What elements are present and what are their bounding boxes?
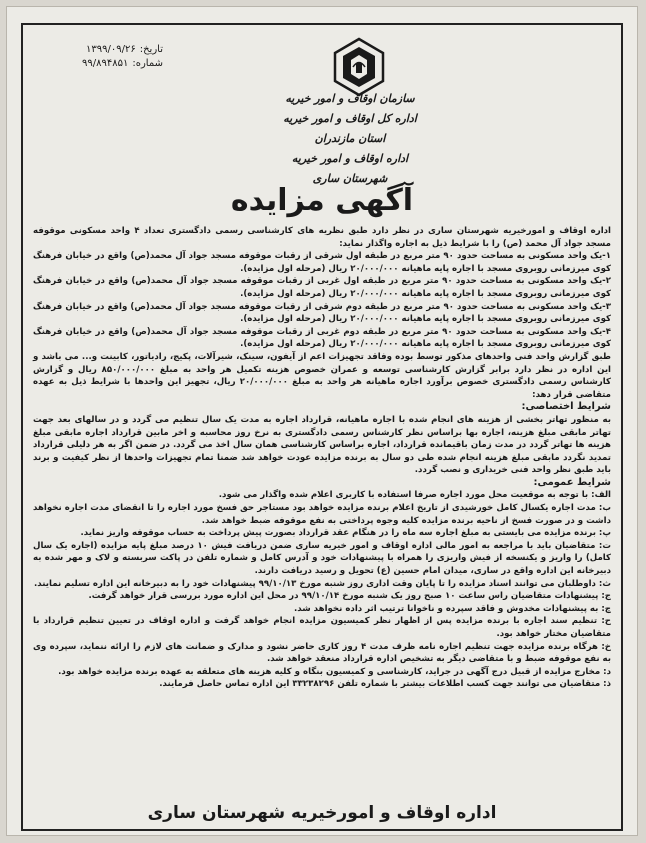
unit-item: ۲-یک واحد مسکونی به مساحت حدود ۹۰ متر مربع در طبقه اول غربی از رقبات موقوفه مسجد جواد آل محمد(ص) واقع در خیابان فرهنگ کوی میرزمانی روبروی مسجد با اجاره پایه ماهیانه ۲۰/۰۰۰/۰۰۰ ریال (مرحله اول مزایده). bbox=[33, 276, 611, 299]
number-row bbox=[33, 57, 163, 71]
general-conditions-heading: شرایط عمومی: bbox=[533, 476, 611, 488]
general-condition: د: مخارج مزایده از قبیل درج آگهی در جراید، کارشناسی و کمیسیون بنگاه و کلیه هزینه های متعلقه به عهده برنده مزایده خواهد بود. bbox=[58, 666, 611, 677]
intro-paragraph: اداره اوقاف و امورخیریه شهرستان ساری در نظر دارد طبق نظریه های کارشناسی رسمی دادگستری تعداد ۴ واحد مسکونی موقوفه مسجد جواد آل محمد (ص) را با شرایط ذیل به اجاره واگذار نماید: bbox=[33, 226, 611, 249]
notice-title: آگهی مزایده bbox=[230, 183, 414, 218]
general-condition: خ: هرگاه برنده مزایده جهت تنظیم اجاره نامه ظرف مدت ۴ روز کاری حاضر نشود و مدارک و ضمانت های لازم را ارائه ننماید، سپرده وی به نفع موقوفه ضبط و با متقاضی دیگر به تشخیص اداره قرارداد منعقد خواهد شد. bbox=[33, 641, 611, 665]
general-condition: ث: داوطلبان می توانند اسناد مزایده را تا پایان وقت اداری روز شنبه مورخ ۹۹/۱۰/۱۳ پیشنهادات خود را به دبیرخانه این اداره تسلیم نمایند. bbox=[34, 578, 611, 589]
general-condition: ح: تنظیم سند اجاره با برنده مزایده پس از اظهار نظر کمیسیون مزایده انجام خواهد گرفت و اداره اوقاف در تعیین تنظیم قرارداد با متقاضیان مختار خواهد بود. bbox=[33, 616, 611, 639]
general-condition: ت: متقاضیان باید با مراجعه به امور مالی اداره اوقاف و امور خیریه ساری ضمن دریافت فیش ۱۰ درصد مبلغ پایه مزایده (اجاره یک سال کامل) را واریز و یکنسخه از فیش واریزی را همراه با پیشنهادات خود و آدرس کامل و شماره تلفن در پاکت سربسته و لاک و مهر شده به دبیرخانه این اداره واقع در ساری، میدان امام حسین (ع) تحویل و رسید دریافت دارند. bbox=[33, 540, 611, 577]
special-conditions-heading: شرایط اختصاصی: bbox=[521, 401, 611, 413]
general-condition: چ: به پیشنهادات مخدوش و فاقد سپرده و ناخوانا ترتیب اثر داده نخواهد شد. bbox=[294, 603, 611, 614]
org-line-1: سازمان اوقاف و امور خیریه bbox=[285, 92, 415, 105]
general-condition: ج: پیشنهادات متقاضیان راس ساعت ۱۰ صبح روز یک شنبه مورخ ۹۹/۱۰/۱۴ در محل این اداره مورد بررسی قرار خواهد گرفت. bbox=[88, 591, 611, 602]
notice-frame bbox=[21, 23, 623, 831]
awqaf-logo-icon bbox=[329, 37, 389, 97]
unit-item: ۳-یک واحد مسکونی به مساحت حدود ۹۰ متر مربع در طبقه دوم شرقی از رقبات موقوفه مسجد جواد آل محمد(ص) واقع در خیابان فرهنگ کوی میرزمانی روبروی مسجد با اجاره پایه ماهیانه ۲۰/۰۰۰/۰۰۰ ریال (مرحله اول مزایده). bbox=[33, 301, 611, 325]
newspaper-clipping bbox=[6, 6, 638, 836]
date-label: تاریخ: bbox=[139, 44, 163, 55]
footer-signature: اداره اوقاف و امورخیریه شهرستان ساری bbox=[147, 803, 497, 823]
date-value: ۱۳۹۹/۰۹/۲۶ bbox=[86, 44, 136, 55]
contact-info: ذ: متقاضیان می توانند جهت کسب اطلاعات بیشتر با شماره تلفن ۳۳۲۳۸۲۹۶ این اداره تماس حاصل فرمایند. bbox=[159, 679, 611, 690]
notice-body bbox=[33, 225, 611, 691]
technical-report: طبق گزارش واحد فنی واحدهای مذکور توسط بوده وفاقد تجهیزات اعم از آیفون، سینک، شیرآلات، پکیج، رادیاتور، کابینت و... می باشد و این اداره در نظر دارد برابر گزارش کارشناسی توسعه و عمران خصوص هزینه تکمیل هر واحد به مبلغ ۸۵۰/۰۰۰/۰۰۰ ریال و گزارش کارشناس رسمی دادگستری خصوص برآورد اجاره ماهیانه هر واحد به مبلغ ۲۰/۰۰۰/۰۰۰ ریال، تجهیز این واحدها با شرایط ذیل به عهده متقاضی قرار دهد: bbox=[33, 351, 611, 400]
general-condition: ب: مدت اجاره یکسال کامل خورشیدی از تاریخ اعلام برنده مزایده خواهد بود مستاجر حق فسخ مورد اجاره را تا انقضای مدت اجاره نخواهد داشت و در صورت فسخ از ناحیه برنده مزایده کلیه وجوه پرداختی به نفع موقوفه ضبط خواهد شد. bbox=[33, 503, 611, 526]
number-value: ۹۹/۸۹۴۸۵۱ bbox=[82, 58, 129, 69]
special-conditions-text: به منظور تهاتر بخشی از هزینه های انجام شده با اجاره ماهیانه، قرارداد اجاره به مدت یک سال تنظیم می گردد و در سالهای بعد جهت تهاتر مابقی مبلغ هزینه، اجاره بها براساس نظر کارشناس رسمی دادگستری به نرخ روز محاسبه و اخر مابین قرارداد اجاره مابقی مبلغ هزینه ها تهاتر گردد در مدت زمان باقیمانده قرارداد، اجاره براساس کارشناسی همان سال اخذ می گردد. در ضمن اگر به هر دلیلی قرارداد تمدید نگردد مابقی مبلغ هزینه انجام شده طی دو سال به برنده مزایده عودت خواهد شد ضمنا تمام تجهیزات واحدها از نظر کیفیت و برند باید طبق نظر واحد فنی خریداری و نصب گردد. bbox=[33, 414, 611, 476]
org-line-2: اداره کل اوقاف و امور خیریه استان مازندران bbox=[283, 112, 417, 145]
unit-item: ۴-یک واحد مسکونی به مساحت حدود ۹۰ متر مربع در طبقه دوم غربی از رقبات موقوفه مسجد جواد آل محمد(ص) واقع در خیابان فرهنگ کوی میرزمانی روبروی مسجد با اجاره پایه ماهیانه ۲۰/۰۰۰/۰۰۰ ریال (مرحله اول مزایده). bbox=[33, 326, 611, 350]
org-line-3: اداره اوقاف و امور خیریه شهرستان ساری bbox=[291, 152, 409, 185]
organization-lines bbox=[275, 89, 425, 189]
general-condition: الف: با توجه به موقعیت محل مورد اجاره صرفا استفاده با کاربری اعلام شده واگذار می شود. bbox=[218, 490, 611, 501]
number-label: شماره: bbox=[132, 58, 163, 69]
reference-block bbox=[33, 43, 163, 71]
unit-item: ۱-یک واحد مسکونی به مساحت حدود ۹۰ متر مربع در طبقه اول شرقی از رقبات موقوفه مسجد جواد آل محمد(ص) واقع در خیابان فرهنگ کوی میرزمانی روبروی مسجد با اجاره پایه ماهیانه ۲۰/۰۰۰/۰۰۰ ریال (مرحله اول مزایده). bbox=[33, 251, 611, 274]
date-row bbox=[33, 43, 163, 57]
general-condition: پ: برنده مزایده می بایستی به مبلغ اجاره سه ماه را در هنگام عقد قرارداد بصورت پیش پرداخت به حساب موقوفه واریز نماید. bbox=[80, 528, 611, 539]
